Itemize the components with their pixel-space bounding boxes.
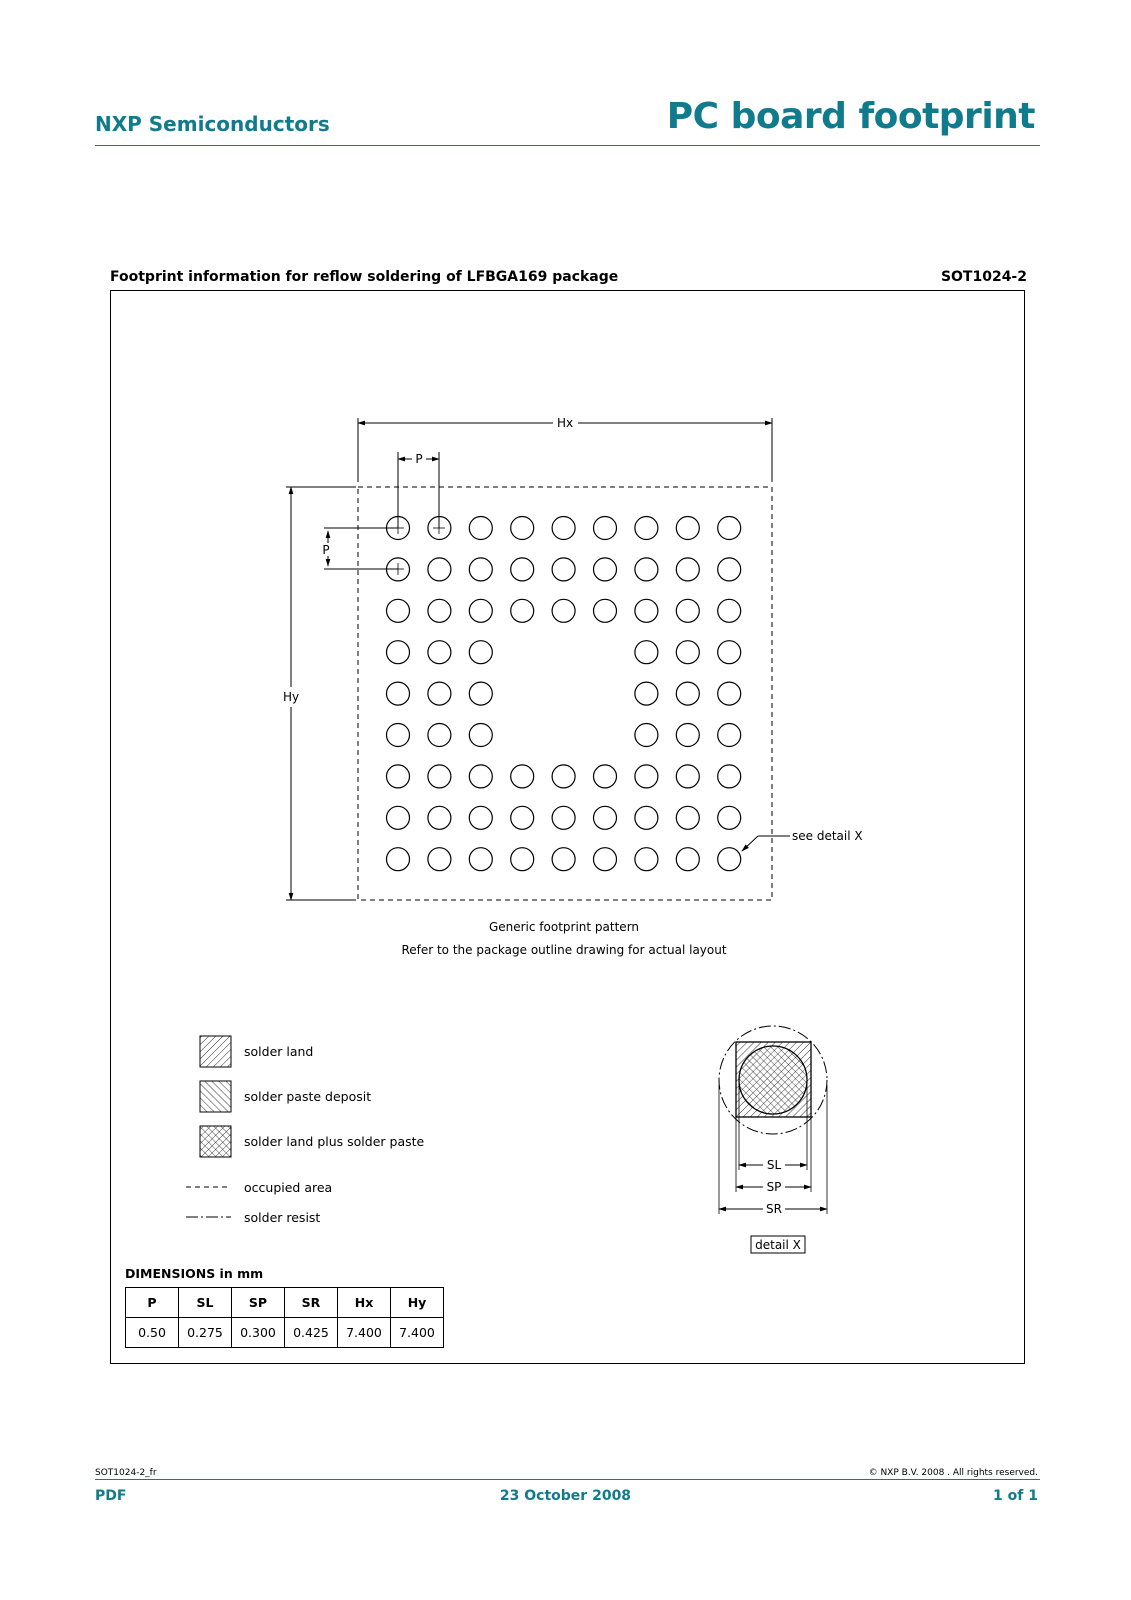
dimensions-table xyxy=(125,1287,444,1348)
ball-pad xyxy=(635,641,658,664)
ball-pad xyxy=(469,641,492,664)
ball-pad xyxy=(511,806,534,829)
ball-pad xyxy=(594,558,617,581)
ball-pad xyxy=(718,599,741,622)
ball-pad xyxy=(676,806,699,829)
ball-pad xyxy=(594,599,617,622)
ball-pad xyxy=(676,765,699,788)
footer-page: 1 of 1 xyxy=(993,1488,1038,1504)
ball-pad xyxy=(387,765,410,788)
dim-value-p: 0.50 xyxy=(126,1318,179,1348)
ball-pad xyxy=(428,558,451,581)
ball-pad xyxy=(676,848,699,871)
ball-pad xyxy=(387,599,410,622)
ball-pad xyxy=(718,848,741,871)
p-label-vertical: P xyxy=(322,543,330,557)
ball-pad xyxy=(676,599,699,622)
ball-pad xyxy=(428,682,451,705)
ball-pad xyxy=(718,517,741,540)
ball-pad xyxy=(469,806,492,829)
ball-pad xyxy=(635,682,658,705)
ball-pad xyxy=(428,848,451,871)
p-label-horizontal: P xyxy=(415,452,423,466)
ball-pad xyxy=(718,682,741,705)
ball-pad xyxy=(428,724,451,747)
ball-pad xyxy=(718,641,741,664)
ball-pad xyxy=(718,806,741,829)
ball-pad xyxy=(676,517,699,540)
ball-pad xyxy=(511,558,534,581)
legend-solder-paste-swatch xyxy=(200,1081,231,1112)
ball-pad xyxy=(469,724,492,747)
detail-sp-label: SP xyxy=(766,1180,782,1194)
ball-pad xyxy=(552,848,575,871)
ball-pad xyxy=(594,517,617,540)
legend-label-land-plus-paste: solder land plus solder paste xyxy=(244,1134,425,1149)
footer-copyright: © NXP B.V. 2008 . All rights reserved. xyxy=(868,1468,1038,1478)
ball-pad xyxy=(387,724,410,747)
sheet-title: Footprint information for reflow soldering of LFBGA169 package xyxy=(110,269,619,285)
detail-callout xyxy=(742,836,790,851)
ball-pad xyxy=(676,682,699,705)
ball-pad xyxy=(428,641,451,664)
ball-pad xyxy=(552,558,575,581)
footer-doc-id: SOT1024-2_fr xyxy=(95,1468,157,1478)
detail-sr-label: SR xyxy=(766,1202,782,1216)
ball-pad xyxy=(635,558,658,581)
ball-pad xyxy=(635,765,658,788)
ball-pad xyxy=(594,806,617,829)
ball-pad xyxy=(594,765,617,788)
ball-pad xyxy=(552,517,575,540)
dim-header-hx: Hx xyxy=(338,1288,391,1318)
detail-x-title: detail X xyxy=(755,1238,801,1252)
dim-value-sl: 0.275 xyxy=(179,1318,232,1348)
caption-line-2: Refer to the package outline drawing for actual layout xyxy=(401,943,727,957)
ball-pad xyxy=(511,517,534,540)
ball-pad xyxy=(428,765,451,788)
ball-pad xyxy=(469,517,492,540)
dimensions-header-row xyxy=(126,1288,444,1318)
ball-pad xyxy=(552,599,575,622)
ball-pad xyxy=(511,599,534,622)
p-vertical-dimension xyxy=(324,528,398,569)
dim-value-sr: 0.425 xyxy=(285,1318,338,1348)
hy-label: Hy xyxy=(282,690,300,704)
detail-sl-label: SL xyxy=(766,1158,782,1172)
ball-pad xyxy=(676,641,699,664)
dimensions-value-row xyxy=(126,1318,444,1348)
ball-pad xyxy=(552,806,575,829)
occupied-area-outline xyxy=(358,487,772,900)
dimensions-title: DIMENSIONS in mm xyxy=(125,1266,264,1281)
ball-pad xyxy=(469,599,492,622)
footer-format: PDF xyxy=(95,1488,127,1504)
ball-pad xyxy=(635,724,658,747)
ball-pad xyxy=(635,848,658,871)
ball-pad xyxy=(428,599,451,622)
ball-pad xyxy=(718,765,741,788)
dim-header-sp: SP xyxy=(232,1288,285,1318)
footer-date: 23 October 2008 xyxy=(499,1488,632,1504)
legend-label-solder-paste: solder paste deposit xyxy=(244,1089,372,1104)
dim-header-sl: SL xyxy=(179,1288,232,1318)
pad-crosshairs xyxy=(392,522,445,575)
ball-pad xyxy=(387,806,410,829)
ball-pad xyxy=(594,848,617,871)
dim-value-sp: 0.300 xyxy=(232,1318,285,1348)
sheet-code: SOT1024-2 xyxy=(940,269,1027,285)
ball-pad xyxy=(469,682,492,705)
company-name: NXP Semiconductors xyxy=(95,112,330,136)
ball-pad xyxy=(676,558,699,581)
dim-value-hy: 7.400 xyxy=(391,1318,444,1348)
pad-grid xyxy=(387,517,741,871)
ball-pad xyxy=(387,848,410,871)
ball-pad xyxy=(469,848,492,871)
legend-label-occupied-area: occupied area xyxy=(244,1180,333,1195)
ball-pad xyxy=(635,517,658,540)
footer-rule xyxy=(95,1479,1040,1480)
caption-line-1: Generic footprint pattern xyxy=(488,920,640,934)
ball-pad xyxy=(635,806,658,829)
ball-pad xyxy=(718,724,741,747)
document-title: PC board footprint xyxy=(666,96,1035,137)
ball-pad xyxy=(469,765,492,788)
ball-pad xyxy=(469,558,492,581)
dim-header-sr: SR xyxy=(285,1288,338,1318)
legend-solder-land-swatch xyxy=(200,1036,231,1067)
dim-header-p: P xyxy=(126,1288,179,1318)
ball-pad xyxy=(387,682,410,705)
dim-value-hx: 7.400 xyxy=(338,1318,391,1348)
hx-label: Hx xyxy=(556,416,574,430)
ball-pad xyxy=(635,599,658,622)
ball-pad xyxy=(511,765,534,788)
ball-pad xyxy=(552,765,575,788)
ball-pad xyxy=(511,848,534,871)
legend-land-plus-paste-swatch xyxy=(200,1126,231,1157)
ball-pad xyxy=(387,641,410,664)
legend-label-solder-land: solder land xyxy=(244,1044,314,1059)
dim-header-hy: Hy xyxy=(391,1288,444,1318)
ball-pad xyxy=(676,724,699,747)
ball-pad xyxy=(428,806,451,829)
ball-pad xyxy=(718,558,741,581)
detail-callout-label: see detail X xyxy=(792,829,863,843)
legend-label-solder-resist: solder resist xyxy=(244,1210,321,1225)
